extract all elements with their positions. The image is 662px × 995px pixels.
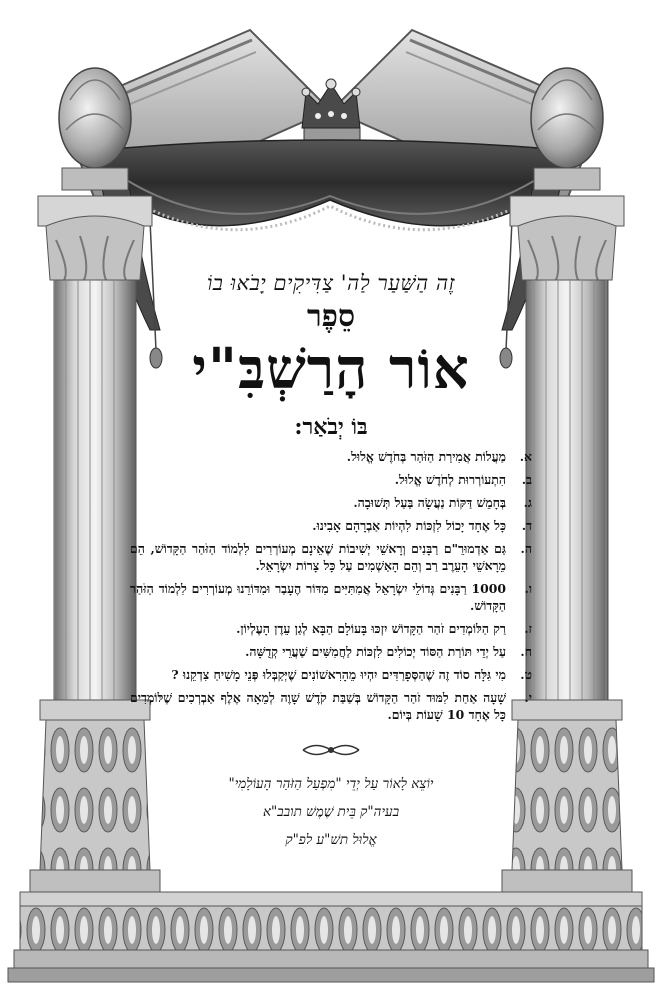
item-letter: ו. <box>524 581 532 596</box>
explains-label: בּוֹ יְבֹאַר: <box>294 414 368 440</box>
motto: זֶה הַשַּׁעַר לַה' צַדִּיקִים יָבֹאוּ בוֹ <box>206 271 456 295</box>
list-item <box>130 540 532 574</box>
list-item <box>130 494 532 511</box>
item-text: מִי גִּלָּה סוֹד זֶה שֶׁהַסְּפָרַדִּים יִהְיוּ מֵהָרִאשׁוֹנִים שֶׁיְּקַבְּלוּ פְּנֵי מָשִׁיחַ צִדְקֵנוּ ? <box>171 667 506 682</box>
item-letter: ב. <box>521 472 532 487</box>
item-text: 1000 רַבָּנִים גְּדוֹלֵי יִשְׂרָאֵל אֲמִתִּיִּים מִדּוֹר הֶעָבַר וּמִדּוֹרֵנוּ מְעוֹרְרִים לִלְמוֹד הַזֹּהַר הַקָּדוֹשׁ. <box>130 581 506 613</box>
list-item <box>130 448 532 465</box>
list-item <box>130 580 532 614</box>
item-letter: ג. <box>523 495 532 510</box>
item-text: גַּם אַדְמוּרֵ"ם רַבָּנִים וְרָאשֵׁי יְשִׁיבוֹת שֶׁאֵינָם מְעוֹרְרִים לִלְמוֹד הַזֹּהַר הַקָּדוֹשׁ, הֵם מֵרָאשֵׁי הָעֵרֶב רַב וְהֵם הָאַשְׁמִים עַל כָּל צָרוֹת יִשְׂרָאֵל. <box>130 541 506 573</box>
book-title: אוֹר הָרַשְׁבִּ"י <box>192 336 470 402</box>
item-text: בְּחָמֵשׁ דַּקּוֹת נַעֲשָׂה בַּעַל תְּשׁוּבָה. <box>353 495 506 510</box>
points-list <box>130 448 532 723</box>
item-text: מַעֲלוֹת אֲמִירַת הַזֹּהַר בְּחֹדֶשׁ אֱלוּל. <box>346 449 506 464</box>
base-plinth <box>8 892 654 982</box>
sefer-label: סֵפֶר <box>306 299 356 334</box>
list-item <box>130 689 532 723</box>
item-letter: א. <box>519 449 532 464</box>
list-item <box>130 620 532 637</box>
item-text: הִתְעוֹרְרוּת לְחֹדֶשׁ אֱלוּל. <box>394 472 506 487</box>
item-letter: ד. <box>521 518 532 533</box>
item-text: רַק הַלּוֹמְדִים זֹהַר הַקָּדוֹשׁ יִזְכּוּ בָּעוֹלָם הַבָּא לְגַן עֵדֶן הָעֶלְיוֹן. <box>236 621 506 636</box>
divider-ornament-icon <box>301 741 361 759</box>
item-text: כָּל אֶחָד יָכוֹל לִזְכּוֹת לִהְיוֹת אַבְרָהָם אָבִינוּ. <box>312 518 506 533</box>
list-item <box>130 666 532 683</box>
item-letter: י. <box>524 690 532 705</box>
item-letter: ט. <box>520 667 532 682</box>
item-text: שָׁעָה אַחַת לִמּוּד זֹהַר הַקָּדוֹשׁ בְּשַׁבַּת קֹדֶשׁ שָׁוֶה לְמֵאָה אֶלֶף אַבְרְכִים שֶׁלּוֹמְדִים כָּל אֶחָד 10 שָׁעוֹת בְּיוֹם. <box>130 690 506 722</box>
item-letter: ה. <box>520 541 532 556</box>
publisher-line: יוֹצֵא לָאוֹר עַל יְדֵי "מִפְעַל הַזֹּהַר הָעוֹלָמִי" <box>228 776 434 792</box>
crown-icon <box>302 79 360 142</box>
item-letter: ח. <box>520 644 532 659</box>
list-item <box>130 517 532 534</box>
item-letter: ז. <box>524 621 532 636</box>
publisher-location: בעיה"ק בֵּית שֶׁמֶשׁ תובב"א <box>262 804 400 820</box>
title-page <box>130 270 532 851</box>
publication-date: אֱלוּל תשׁ"ע לפ"ק <box>285 832 377 848</box>
item-text: עַל יְדֵי תּוֹרַת הַסּוֹד יְכוֹלִים לִזְכּוֹת לַחֲמִשִּׁים שַׁעֲרֵי קְדֻשָּׁה. <box>245 644 506 659</box>
list-item <box>130 471 532 488</box>
list-item <box>130 643 532 660</box>
